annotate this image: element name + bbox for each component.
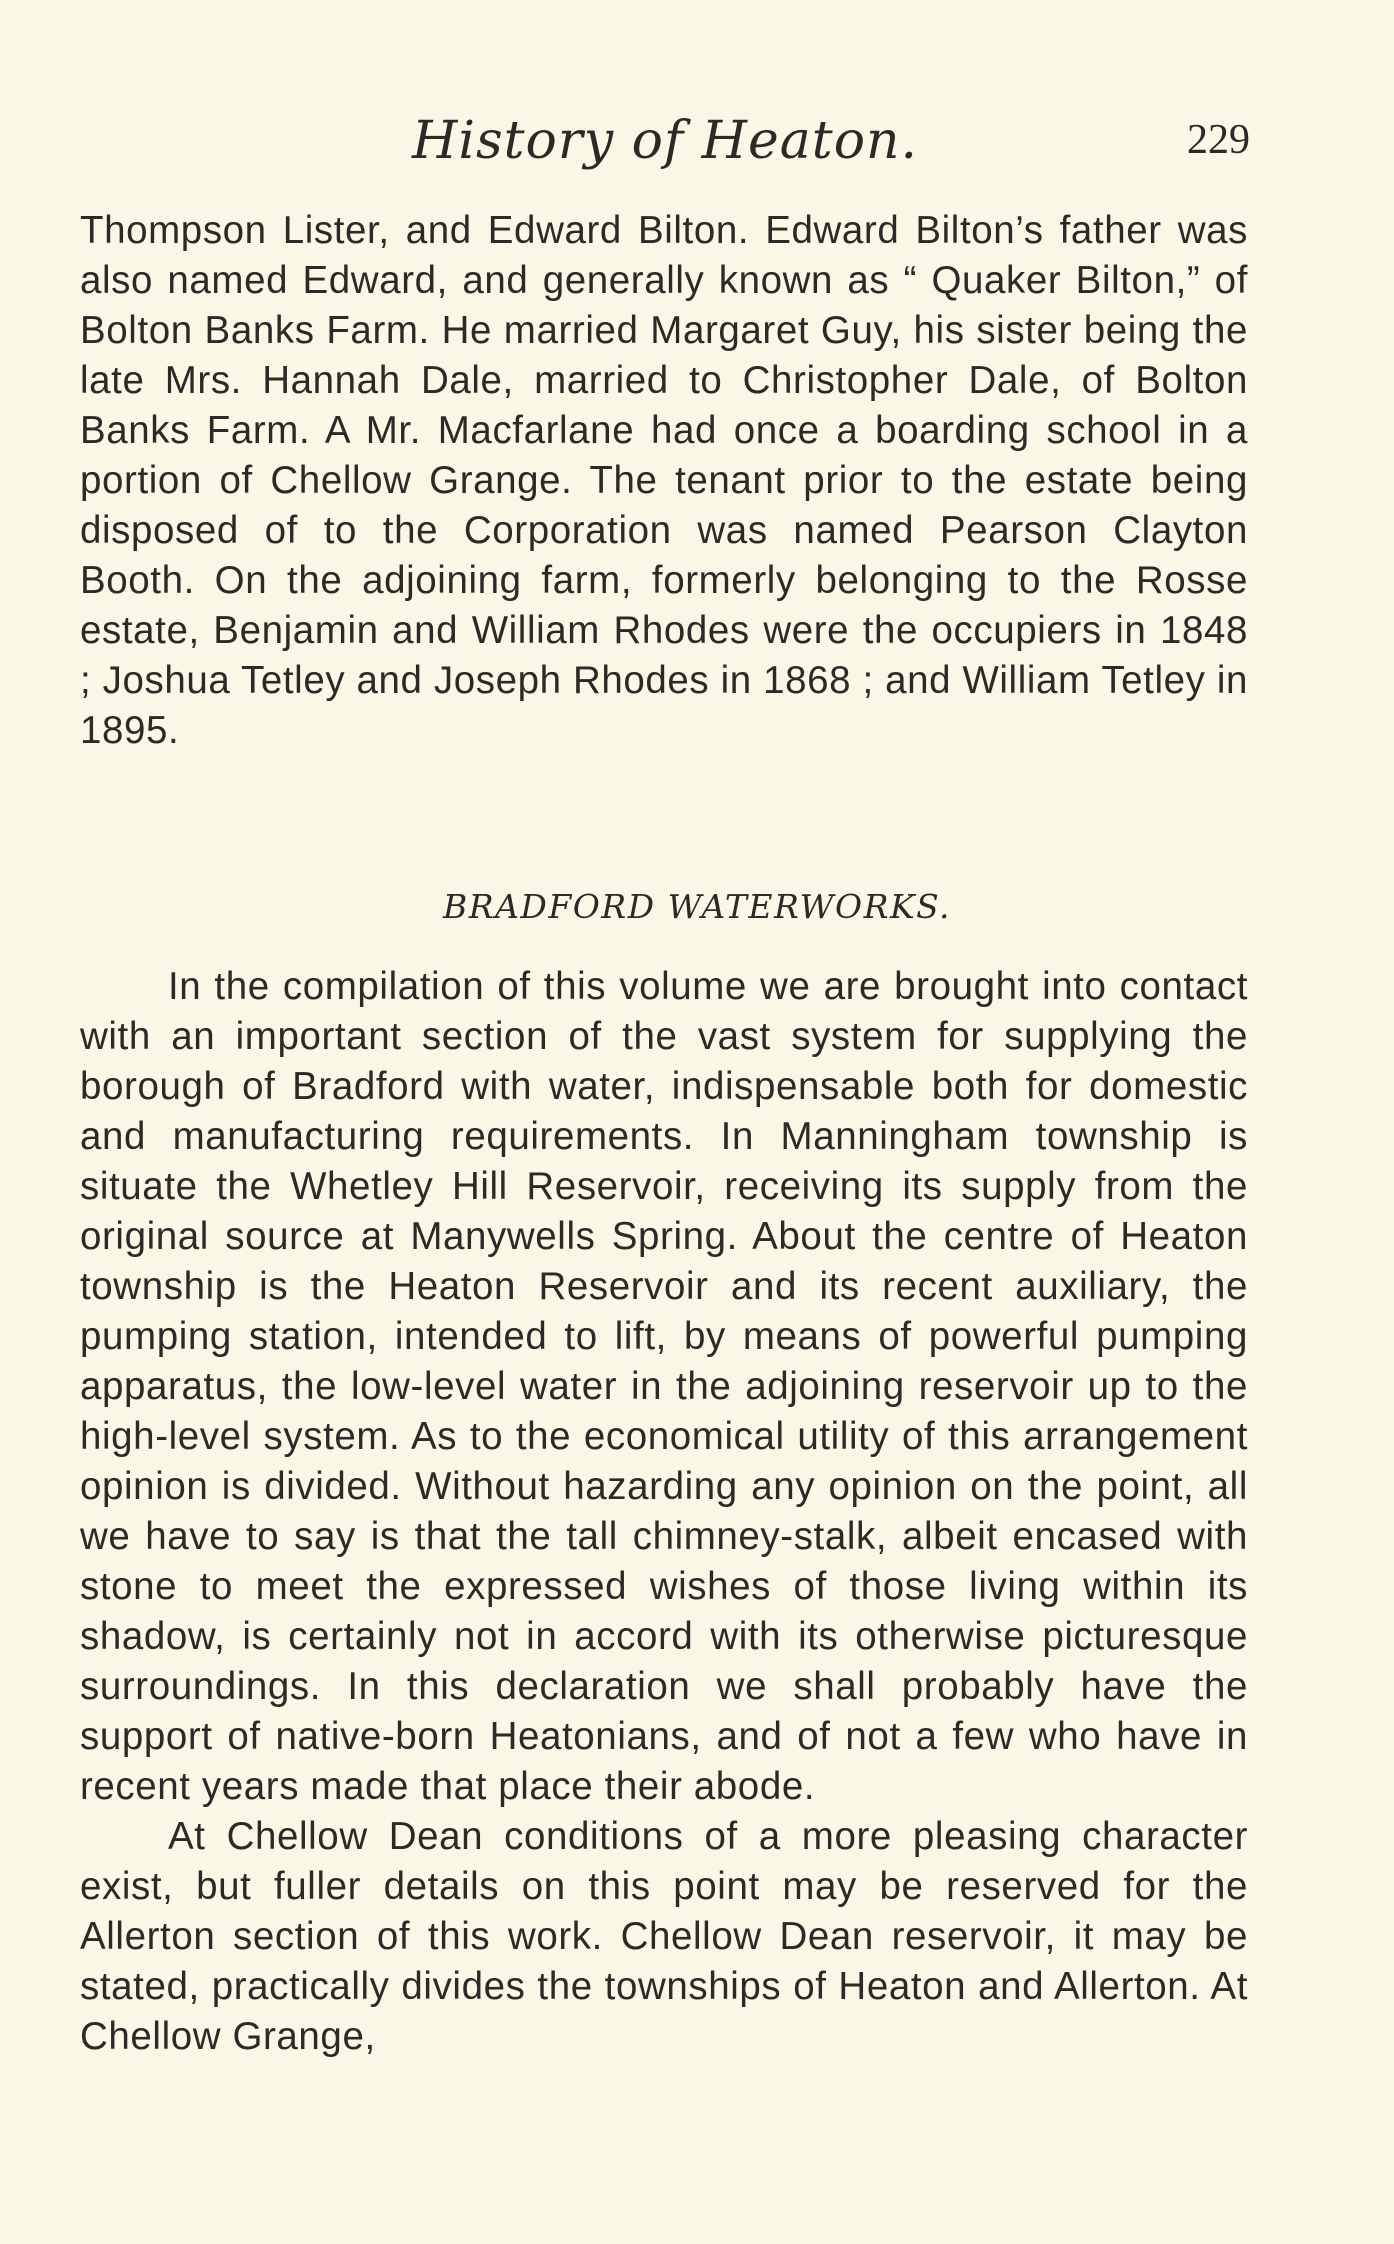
- running-title: History of Heaton.: [411, 111, 919, 171]
- running-header: [80, 106, 1250, 176]
- paragraph-waterworks: In the compilation of this volume we are brought into contact with an important section of the vast system for supplying the borough of Bradford with water, indispensable both for domestic and manufacturing requirements. In Manningham township is situate the Whetley Hill Reservoir, receiving its supply from the original source at Manywells Spring. About the centre of Heaton township is the Heaton Reservoir and its recent auxiliary, the pumping station, intended to lift, by means of powerful pumping apparatus, the low-level water in the adjoining reservoir up to the high-level system. As to the economical utility of this arrangement opinion is divided. Without hazarding any opinion on the point, all we have to say is that the tall chimney-stalk, albeit encased with stone to meet the expressed wishes of those living within its shadow, is certainly not in accord with its otherwise picturesque surroundings. In this declaration we shall probably have the support of native-born Heatonians, and of not a few who have in recent years made that place their abode.: [80, 965, 1248, 1808]
- page-number: 229: [1187, 117, 1250, 163]
- section-heading: BRADFORD WATERWORKS.: [442, 887, 952, 926]
- paragraph-continuation: Thompson Lister, and Edward Bilton. Edward Bilton’s father was also named Edward, and generally known as “ Quaker Bilton,” of Bolton Banks Farm. He married Margaret Guy, his sister being the late Mrs. Hannah Dale, married to Christopher Dale, of Bolton Banks Farm. A Mr. Macfarlane had once a boarding school in a portion of Chellow Grange. The tenant prior to the estate being disposed of to the Corporation was named Pearson Clayton Booth. On the adjoining farm, formerly belonging to the Rosse estate, Benjamin and William Rhodes were the occupiers in 1848 ; Joshua Tetley and Joseph Rhodes in 1868 ; and William Tetley in 1895.: [80, 209, 1248, 752]
- body-text-waterworks: [80, 962, 1248, 2062]
- body-text-top: [80, 206, 1248, 756]
- paragraph-chellow-dean: At Chellow Dean conditions of a more pleasing character exist, but fuller details on this point may be reserved for the Allerton section of this work. Chellow Dean reservoir, it may be stated, practically divides the townships of Heaton and Allerton. At Chellow Grange,: [80, 1815, 1248, 2058]
